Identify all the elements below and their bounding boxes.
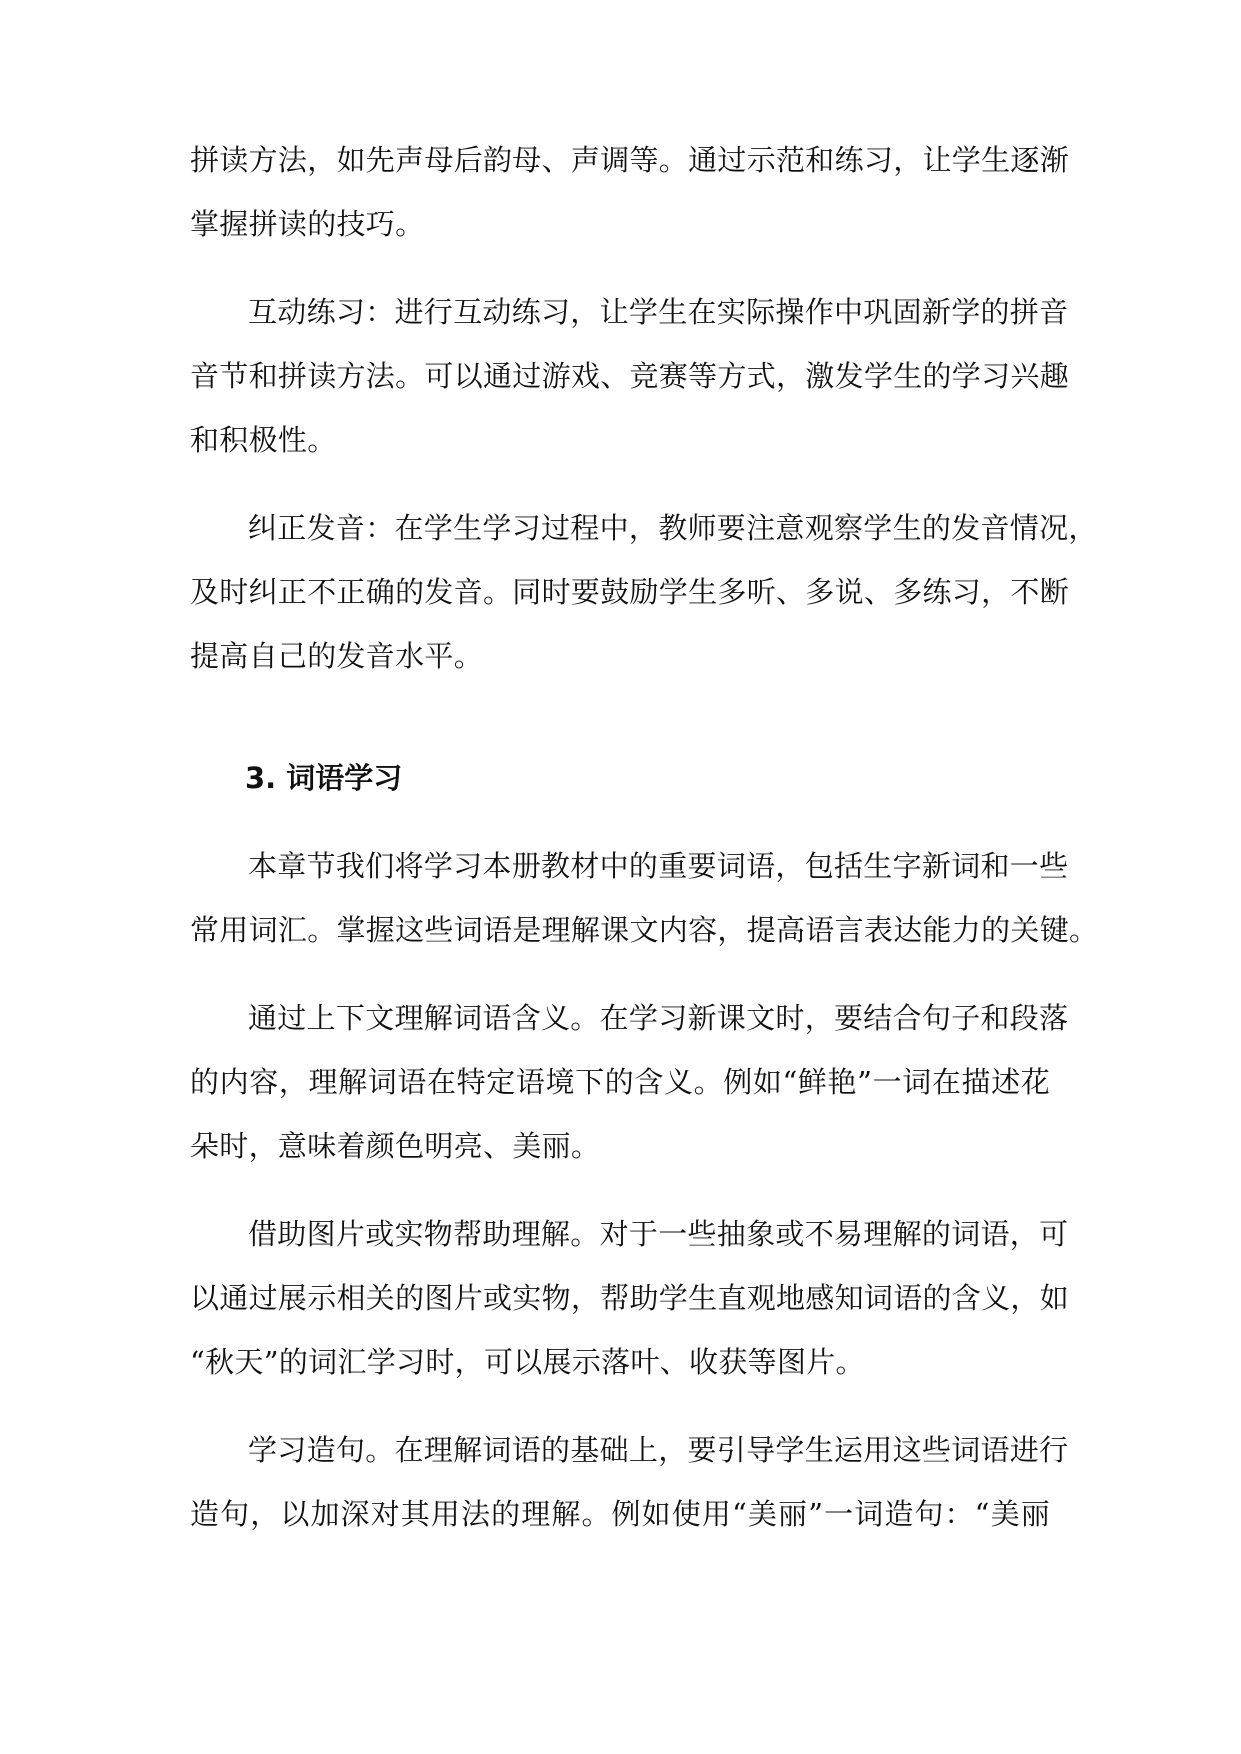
p2-line-1: 互动练习：进行互动练习，让学生在实际操作中巩固新学的拼音 [248, 295, 1069, 329]
p5-line-2: 的内容，理解词语在特定语境下的含义。例如“鲜艳”一词在描述花 [190, 1065, 1050, 1099]
p2-line-3: 和积极性。 [190, 423, 337, 457]
p7-line-2: 造句，以加深对其用法的理解。例如使用“美丽”一词造句：“美丽 [190, 1497, 1050, 1531]
p2-line-2: 音节和拼读方法。可以通过游戏、竞赛等方式，激发学生的学习兴趣 [190, 359, 1070, 393]
p6-line-2: 以通过展示相关的图片或实物，帮助学生直观地感知词语的含义，如 [190, 1281, 1070, 1315]
p3-line-2: 及时纠正不正确的发音。同时要鼓励学生多听、多说、多练习，不断 [190, 575, 1070, 609]
p5-line-3: 朵时，意味着颜色明亮、美丽。 [190, 1129, 601, 1163]
p4-line-2: 常用词汇。掌握这些词语是理解课文内容，提高语言表达能力的关键。 [190, 913, 1099, 947]
p5-line-1: 通过上下文理解词语含义。在学习新课文时，要结合句子和段落 [248, 1001, 1069, 1035]
p3-line-1: 纠正发音：在学生学习过程中，教师要注意观察学生的发音情况， [248, 511, 1098, 545]
p3-line-3: 提高自己的发音水平。 [190, 639, 484, 673]
p7-line-1: 学习造句。在理解词语的基础上，要引导学生运用这些词语进行 [248, 1433, 1069, 1467]
p4-line-1: 本章节我们将学习本册教材中的重要词语，包括生字新词和一些 [248, 849, 1069, 883]
p1-line-1: 拼读方法，如先声母后韵母、声调等。通过示范和练习，让学生逐渐 [190, 143, 1070, 177]
p6-line-1: 借助图片或实物帮助理解。对于一些抽象或不易理解的词语，可 [248, 1217, 1069, 1251]
p6-line-3: “秋天”的词汇学习时，可以展示落叶、收获等图片。 [190, 1345, 865, 1379]
section-heading: 3. 词语学习 [245, 761, 403, 795]
p1-line-2: 掌握拼读的技巧。 [190, 207, 425, 241]
